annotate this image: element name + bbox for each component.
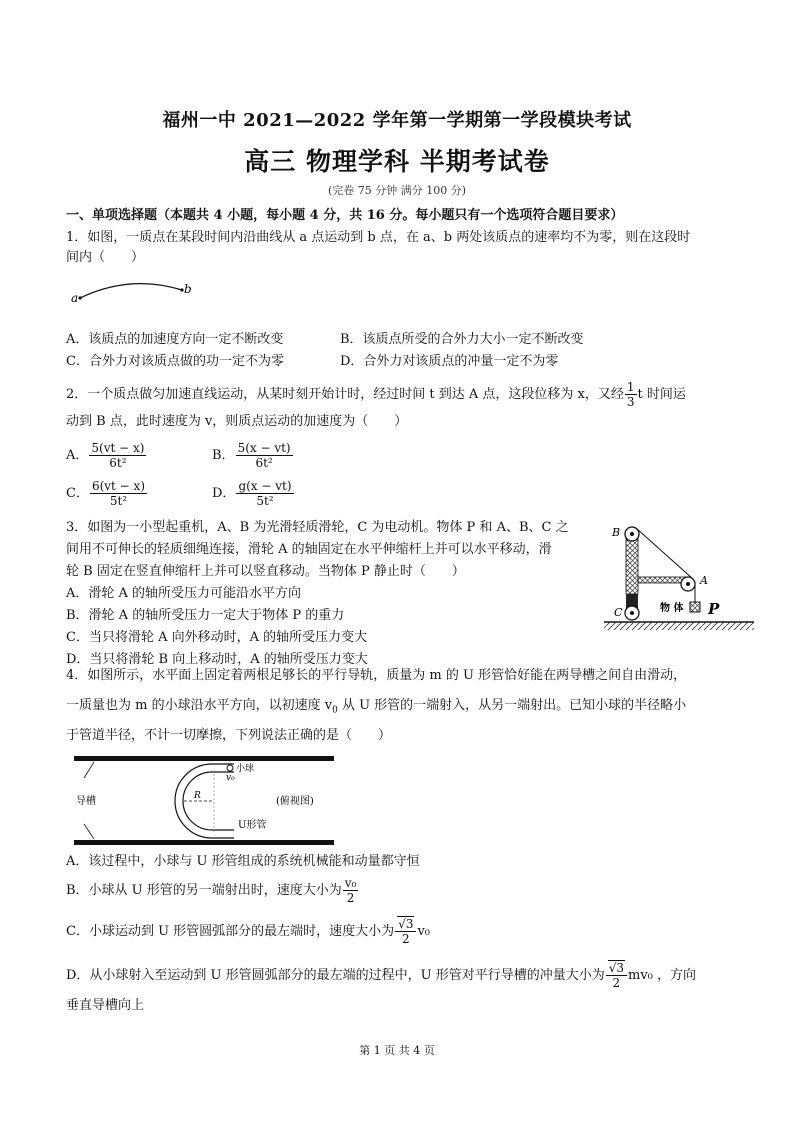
q3-ground-hatch bbox=[604, 622, 754, 630]
q1-label-a: a bbox=[71, 291, 79, 305]
q4-label-r: R bbox=[194, 791, 201, 801]
q4-stem-line2: 一质量也为 m 的小球沿水平方向，以初速度 $v_0$ 从 U 形管的一端射入，从另一端射出。已知小球的半径略小 bbox=[66, 698, 687, 716]
q4-option-c: C．小球运动到 U 形管圆弧部分的最左端时，速度大小为 $\frac{√3}{2}$ v₀ bbox=[66, 917, 431, 946]
q4-label-tube: U形管 bbox=[238, 820, 267, 831]
q3-option-d: D．当只将滑轮 B 向上移动时，A 的轴所受压力变大 bbox=[66, 652, 368, 667]
q4-label-rail: 导槽 bbox=[76, 796, 96, 807]
q1-option-b: B．该质点所受的合外力大小一定不断改变 bbox=[340, 332, 584, 347]
q3-label-object: 物 体 bbox=[660, 603, 684, 614]
q2-stem-line2: 动到 B 点，此时速度为 v，则质点运动的加速度为（ ） bbox=[66, 414, 408, 429]
q1-point-a bbox=[78, 296, 81, 299]
q2-stem-post: t 时间运 bbox=[637, 387, 686, 402]
q3-option-b: B．滑轮 A 的轴所受压力一定大于物体 P 的重力 bbox=[66, 608, 345, 623]
q1-option-c: C．合外力对该质点做的功一定不为零 bbox=[66, 354, 284, 369]
q3-crane-figure bbox=[600, 518, 760, 638]
q1-stem-line2: 间内（ ） bbox=[66, 250, 145, 265]
q4-stem-line1: 4．如图所示，水平面上固定着两根足够长的平行导轨，质量为 m 的 U 形管恰好能在两导槽之间自由滑动， bbox=[66, 668, 687, 683]
q3-object-p bbox=[690, 602, 700, 612]
q4-option-b: B．小球从 U 形管的另一端射出时，速度大小为 $\frac{\text{v₀}}{2}$ bbox=[66, 876, 357, 905]
q2-option-d: D． $\frac{g(x - vt)}{\text{5t²}}$ bbox=[212, 479, 292, 508]
section-heading: 一、单项选择题（本题共 4 小题，每小题 4 分，共 16 分。每小题只有一个选项符合题目要求） bbox=[66, 208, 624, 223]
q1-option-d: D．合外力对该质点的冲量一定不为零 bbox=[340, 354, 559, 369]
q1-curve-path bbox=[80, 284, 182, 298]
q4-top-rail bbox=[74, 756, 334, 761]
q3-label-b: B bbox=[612, 526, 621, 539]
q4-label-ball: 小球 bbox=[236, 764, 255, 774]
exam-title: 福州一中 2021—2022 学年第一学期第一学段模块考试 bbox=[162, 110, 632, 131]
q4-ball bbox=[227, 765, 233, 771]
q1-label-b: b bbox=[184, 282, 192, 296]
q4-label-view: (俯视图) bbox=[276, 796, 314, 807]
q2-stem-line1 bbox=[66, 380, 686, 409]
q2-option-c: C． $\frac{6(vt - x)}{\text{5t²}}$ bbox=[66, 479, 146, 508]
q3-option-c: C．当只将滑轮 A 向外移动时，A 的轴所受压力变大 bbox=[66, 630, 368, 645]
q3-stem-line2: 间用不可伸长的轻质细绳连接，滑轮 A 的轴固定在水平伸缩杆上并可以水平移动，滑 bbox=[66, 542, 552, 557]
q4-option-a: A．该过程中，小球与 U 形管组成的系统机械能和动量都守恒 bbox=[66, 854, 420, 869]
q3-rope-ba bbox=[636, 528, 693, 579]
page-footer: 第 1 页 共 4 页 bbox=[359, 1044, 435, 1057]
q4-option-d: D．从小球射入至运动到 U 形管圆弧部分的最左端的过程中，U 形管对平行导槽的冲量大小为 $\frac{√3}{2}$ mv₀ ，方向 bbox=[66, 961, 697, 990]
q4-bottom-rail bbox=[74, 840, 334, 845]
q1-option-a: A．该质点的加速度方向一定不断改变 bbox=[66, 332, 284, 347]
q2-fraction-one-third: $\frac{1}{3}$ bbox=[626, 380, 635, 409]
q4-label-v0: v₀ bbox=[226, 773, 235, 783]
q3-label-c: C bbox=[614, 606, 623, 619]
q3-stem-line1: 3．如图为一小型起重机，A、B 为光滑轻质滑轮，C 为电动机。物体 P 和 A、B、C 之 bbox=[66, 520, 569, 535]
q2-stem-pre: 2．一个质点做匀加速直线运动，从某时刻开始计时，经过时间 t 到达 A 点，这段位移为 x，又经 bbox=[66, 387, 624, 402]
q3-stem-line3: 轮 B 固定在竖直伸缩杆上并可以竖直移动。当物体 P 静止时（ ） bbox=[66, 564, 465, 579]
q2-option-a: A． $\frac{5(vt - x)}{\text{6t²}}$ bbox=[66, 441, 145, 470]
exam-info: (完卷 75 分钟 满分 100 分) bbox=[327, 184, 467, 197]
exam-subtitle: 高三 物理学科 半期考试卷 bbox=[244, 147, 550, 176]
q2-option-b: B． $\frac{5(x - vt)}{\text{6t²}}$ bbox=[212, 441, 291, 470]
q4-utube-figure bbox=[70, 750, 360, 850]
q3-horizontal-rod bbox=[638, 577, 687, 583]
q4-stem-line3: 于管道半径，不计一切摩擦，下列说法正确的是（ ） bbox=[66, 728, 392, 743]
q1-stem-line1: 1．如图，一质点在某段时间内沿曲线从 a 点运动到 b 点，在 a、b 两处该质点的速率均不为零，则在这段时 bbox=[66, 230, 691, 245]
q3-label-p: P bbox=[708, 600, 720, 618]
q3-label-a: A bbox=[700, 574, 708, 587]
q4-option-d-line2: 垂直导槽向上 bbox=[66, 998, 145, 1013]
q1-curve-figure bbox=[70, 278, 200, 310]
q3-option-a: A．滑轮 A 的轴所受压力可能沿水平方向 bbox=[66, 586, 302, 601]
